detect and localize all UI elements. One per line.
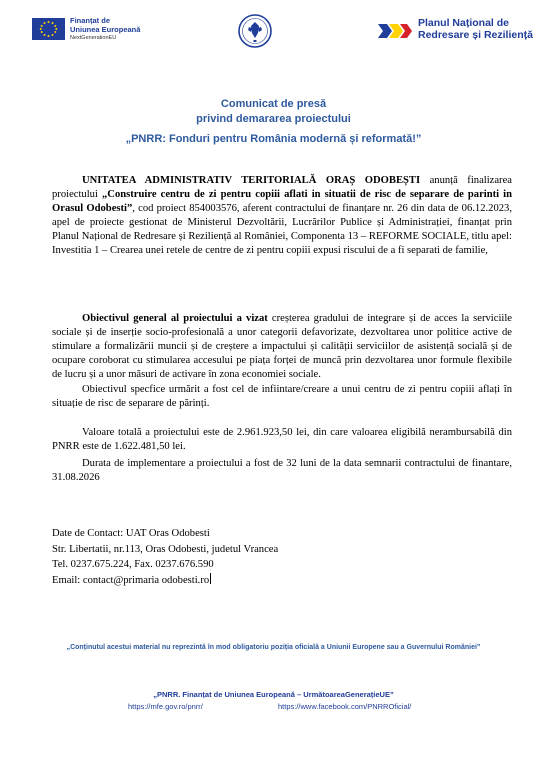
text-cursor bbox=[210, 573, 211, 584]
romanian-government-crest-icon bbox=[238, 14, 272, 48]
press-release-subtitle: privind demararea proiectului bbox=[196, 113, 351, 125]
contact-line-name: Date de Contact: UAT Oras Odobesti bbox=[52, 528, 210, 539]
pnrr-logo-line1: Planul Național de bbox=[418, 17, 510, 29]
pnrr-arrow-icon bbox=[378, 20, 412, 42]
facebook-pnrr-link[interactable]: https://www.facebook.com/PNRROficial/ bbox=[278, 702, 412, 711]
general-objective-text: creșterea gradului de integrare și de acces la serviciile sociale și de inserție socio-profesională a unor categorii defavorizate, dezvoltarea unor politice active de stimulare a formalizării muncii și de creștere a impactului și calității serviciilor de asistență socială și de ocupare coroborat cu stimularea accesului pe piața forței de muncă prin dezvoltarea unor formule flexibile de lucru și a unor măsuri de activare în zona economiei sociale. bbox=[52, 313, 512, 380]
paragraph-implementation-duration: Durata de implementare a proiectului a fost de 32 luni de la data semnarii contractului de finantare, 31.08.2026 bbox=[52, 458, 512, 483]
announcement-text-1: anunță finalizarea proiectului bbox=[52, 175, 512, 200]
announcement-text-2: , cod proiect 854003576, aferent contractului de finanțare nr. 26 din data de 06.12.2023, apel de proiecte gestionat de Ministerul Dezvoltării, Lucrărilor Publice și Administrației, finanțat prin Planul Național de Redresare și Reziliență al României, Componenta 13 – REFORME SOCIALE, titlu apel: Investitia 1 – Crearea unei retele de centre de zi pentru copiii expusi riscului de a fi separati de familie, bbox=[52, 203, 512, 256]
general-objective-label: Obiectivul general al proiectului a vizat bbox=[82, 313, 268, 324]
mfe-pnrr-link[interactable]: https://mfe.gov.ro/pnrr/ bbox=[128, 702, 203, 711]
beneficiary-name: UNITATEA ADMINISTRATIV TERITORIALĂ ORAȘ ODOBEȘTI bbox=[82, 175, 421, 186]
project-name-title: „PNRR: Fonduri pentru România modernă și reformată!” bbox=[125, 133, 422, 145]
contact-line-address: Str. Libertatii, nr.113, Oras Odobesti, judetul Vrancea bbox=[52, 543, 279, 555]
eu-logo-line3: NextGenerationEU bbox=[70, 35, 117, 41]
press-release-title: Comunicat de presă bbox=[220, 98, 327, 110]
eu-logo-line1: Finanțat de bbox=[70, 16, 111, 25]
contact-line-email[interactable]: Email: contact@primaria odobesti.ro bbox=[52, 574, 210, 586]
contact-block bbox=[52, 526, 278, 588]
eu-disclaimer: „Conținutul acestui material nu reprezintă în mod obligatoriu poziția oficială a Uniunii Europene sau a Guvernului României” bbox=[66, 644, 481, 651]
eu-funding-logo bbox=[32, 16, 152, 44]
footer-title: „PNRR. Finanțat de Uniunea Europeană – UrmătoareaGenerațieUE” bbox=[153, 690, 394, 699]
paragraph-project-value: Valoare totală a proiectului este de 2.961.923,50 lei, din care valoarea eligibilă nerambursabilă din PNRR este de 1.622.481,50 lei. bbox=[52, 427, 512, 452]
paragraph-announcement bbox=[52, 174, 512, 258]
eu-flag-icon bbox=[32, 18, 65, 40]
paragraph-specific-objective: Obiectivul specfice urmărit a fost cel de infiintare/creare a unui centru de zi pentru copiii aflați în situație de risc de separare de părinți. bbox=[52, 384, 512, 409]
eu-logo-line2: Uniunea Europeană bbox=[70, 25, 141, 34]
project-title: „Construire centru de zi pentru copiii aflati in situatii de risc de separare de parinti in Orasul Odobesti” bbox=[52, 189, 513, 214]
pnrr-logo bbox=[378, 18, 538, 48]
paragraph-general-objective bbox=[52, 312, 512, 382]
contact-line-email-row[interactable] bbox=[52, 573, 278, 589]
contact-line-phone: Tel. 0237.675.224, Fax. 0237.676.590 bbox=[52, 559, 214, 570]
pnrr-logo-line2: Redresare și Reziliență bbox=[418, 28, 533, 41]
